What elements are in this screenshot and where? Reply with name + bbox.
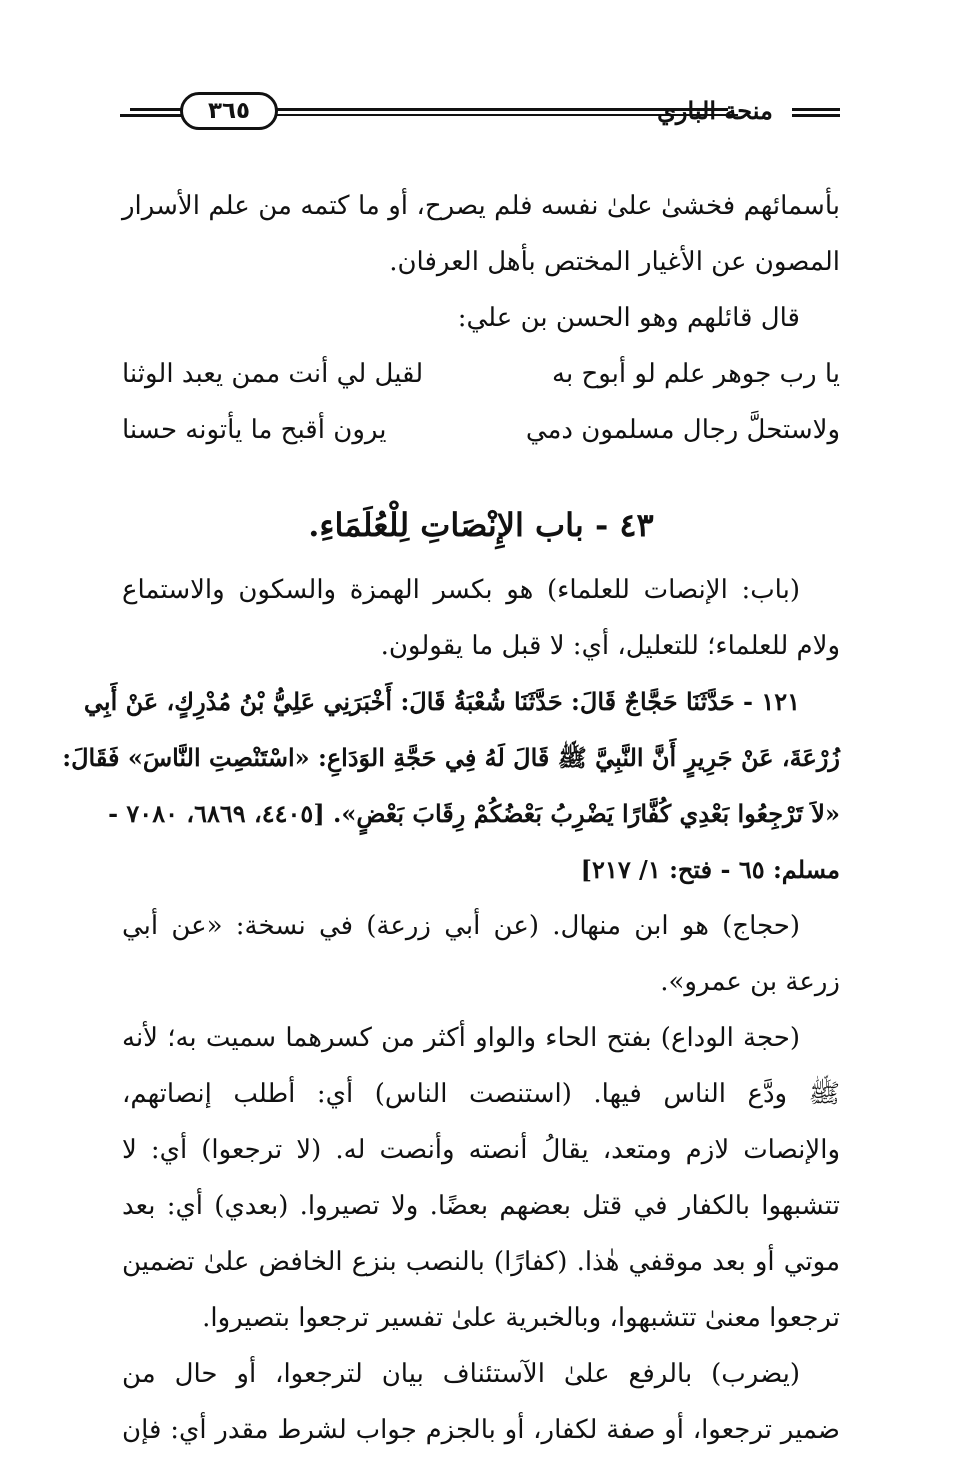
hadith-line: زُرْعَةَ، عَنْ جَرِيرٍ أَنَّ النَّبِيَّ ﷺ قَالَ لَهُ فِي حَجَّةِ الوَدَاعِ: «اسْتَنْصِتِ النَّاسَ» فَقَالَ: <box>62 743 840 772</box>
chapter-heading: ٤٣ - باب الإِنْصَاتِ لِلْعُلَمَاءِ. <box>308 506 654 544</box>
poem-verse <box>122 346 840 402</box>
hadith-line: ١٢١ - حَدَّثَنَا حَجَّاجٌ قَالَ: حَدَّثَنَا شُعْبَةُ قَالَ: أَخْبَرَنِي عَلِيُّ بْنُ مُدْرِكٍ، عَنْ أَبِي <box>83 687 800 716</box>
hadith-line: «لاَ تَرْجِعُوا بَعْدِي كُفَّارًا يَضْرِبُ بَعْضُكُمْ رِقَابَ بَعْضٍ». [٤٤٠٥، ٦٨٦٩، ٧٠٨٠ - <box>108 799 840 828</box>
page-header <box>120 92 840 142</box>
verse-first-hemistich: ولاستحلَّ رجال مسلمون دمي <box>525 415 840 445</box>
text-line: بأسمائهم فخشىٰ علىٰ نفسه فلم يصرح، أو ما كتمه من علم الأسرار <box>122 191 840 221</box>
text-line: موتي أو بعد موقفي هٰذا. (كفارًا) بالنصب بنزع الخافض علىٰ تضمين <box>122 1247 840 1277</box>
poem-introduction: قال قائلهم وهو الحسن بن علي: <box>457 303 800 333</box>
text-line: (يضرب) بالرفع علىٰ الآستئناف بيان لترجعوا، أو حال من <box>122 1359 800 1389</box>
text-line: زرعة بن عمرو». <box>660 967 840 997</box>
page-body <box>62 178 841 1458</box>
verse-first-hemistich: يا رب جوهر علم لو أبوح به <box>552 359 840 389</box>
page-number: ٣٦٥ <box>180 92 278 130</box>
verse-second-hemistich: لقيل لي أنت ممن يعبد الوثنا <box>122 359 424 389</box>
text-line: ﷺ ودَّع الناس فيها. (استنصت الناس) أي: أطلب إنصاتهم، <box>122 1079 840 1109</box>
poem-verse <box>122 402 840 458</box>
text-line: ولام للعلماء؛ للتعليل، أي: لا قبل ما يقولون. <box>380 631 840 661</box>
header-rule <box>792 114 840 117</box>
header-rule <box>792 108 840 111</box>
text-line: ضمير ترجعوا، أو صفة لكفار، أو بالجزم جواب لشرط مقدر أي: فإن <box>122 1415 841 1445</box>
hadith-reference: مسلم: ٦٥ - فتح: ١/ ٢١٧] <box>580 855 840 884</box>
text-line: والإنصات لازم ومتعد، يقالُ أنصته وأنصت له. (لا ترجعوا) أي: لا <box>122 1135 840 1165</box>
running-title: منحة الباري <box>657 96 773 125</box>
text-line: تتشبهوا بالكفار في قتل بعضهم بعضًا. ولا تصيروا. (بعدي) أي: بعد <box>122 1191 840 1221</box>
verse-second-hemistich: يرون أقبح ما يأتونه حسنا <box>122 415 387 445</box>
text-line: (حجاج) هو ابن منهال. (عن أبي زرعة) في نسخة: «عن أبي <box>122 911 800 941</box>
text-line: (باب: الإنصات للعلماء) هو بكسر الهمزة والسكون والاستماع <box>122 575 800 605</box>
text-line: ترجعوا معنىٰ تتشبهوا، وبالخبرية علىٰ تفسير ترجعوا بتصيروا. <box>202 1303 840 1333</box>
text-line: (حجة الوداع) بفتح الحاء والواو أكثر من كسرهما سميت به؛ لأنه <box>122 1023 800 1053</box>
text-line: المصون عن الأغيار المختص بأهل العرفان. <box>389 247 840 277</box>
